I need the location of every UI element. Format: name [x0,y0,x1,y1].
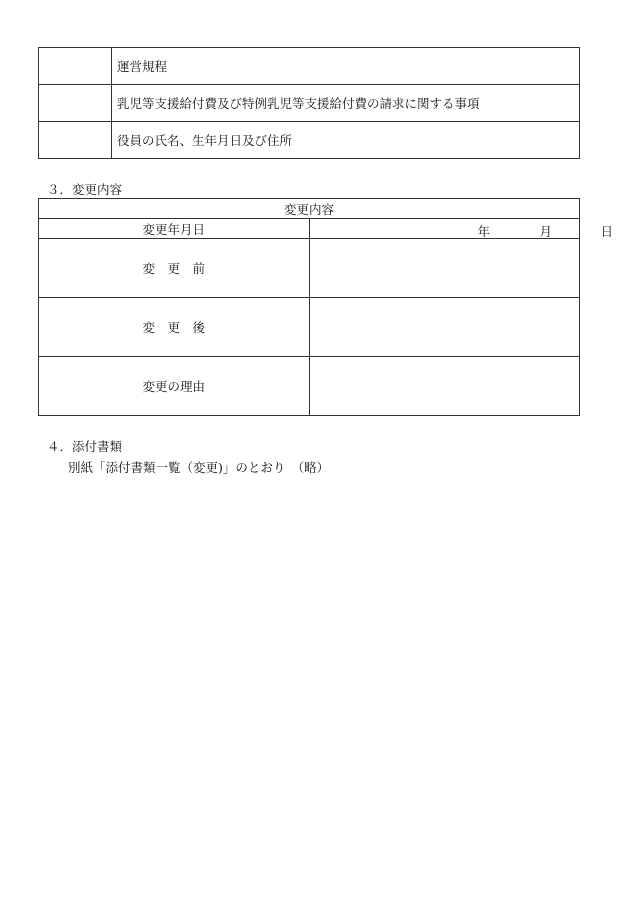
table-row [39,239,580,298]
change-reason-field [309,357,580,416]
table-row [39,357,580,416]
table-row [39,48,580,85]
change-content-title: 変更内容 [39,199,580,219]
table-header-row [39,199,580,219]
item-label: 運営規程 [112,48,580,85]
table-row [39,219,580,239]
month-label: 月 [539,224,553,239]
before-change-field [309,239,580,298]
item-check-cell [39,48,112,85]
table-row [39,122,580,159]
section-4-heading: ４．添付書類 [47,439,123,454]
item-label: 役員の氏名、生年月日及び住所 [112,122,580,159]
table-row [39,85,580,122]
item-check-cell [39,85,112,122]
change-content-table [38,198,614,416]
day-label: 日 [600,224,614,239]
before-change-label: 変 更 前 [39,239,310,298]
section-3-heading: ３．変更内容 [47,182,123,197]
attachment-note: 別紙「添付書類一覧（変更)」のとおり （略） [68,460,330,475]
after-change-label: 変 更 後 [39,298,310,357]
change-reason-label: 変更の理由 [39,357,310,416]
after-change-field [309,298,580,357]
item-check-cell [39,122,112,159]
change-items-table [38,47,580,159]
change-date-label: 変更年月日 [39,219,310,239]
table-row [39,298,580,357]
change-date-field [309,219,614,239]
item-label: 乳児等支援給付費及び特例乳児等支援給付費の請求に関する事項 [112,85,580,122]
year-label: 年 [477,224,491,239]
